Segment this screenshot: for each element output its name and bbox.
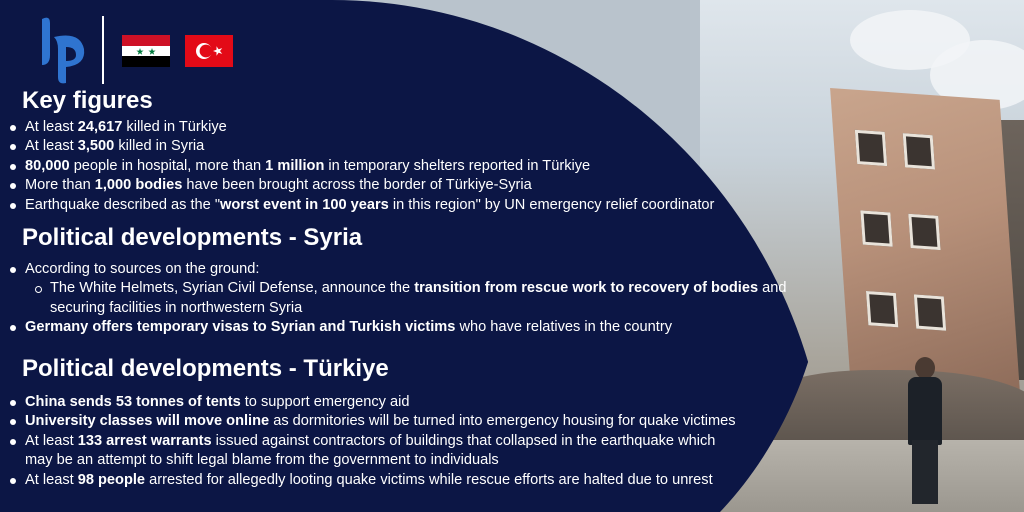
body-text: people in hospital, more than [69, 157, 266, 174]
emphasis-text: Germany offers temporary visas to Syrian and Turkish victims [25, 319, 456, 336]
key-figures-title: Key figures [22, 87, 153, 114]
body-text: issued against contractors of buildings that collapsed in the earthquake which [211, 432, 716, 449]
body-text: in this region" by UN emergency relief coordinator [388, 196, 715, 213]
body-text: securing facilities in northwestern Syria [50, 299, 303, 316]
body-text: in temporary shelters reported in Türkiye [324, 157, 591, 174]
person-legs [912, 440, 938, 504]
emphasis-text: transition from rescue work to recovery of bodies [414, 280, 759, 297]
body-text: At least [25, 138, 78, 155]
body-text: Earthquake described as the " [25, 196, 221, 213]
key-figure-item [8, 176, 714, 195]
body-text: to support emergency aid [240, 394, 410, 410]
turkiye-developments-list [8, 393, 736, 490]
list-item [8, 432, 736, 451]
lp-logo-icon [36, 15, 92, 85]
body-text: The White Helmets, Syrian Civil Defense, announce the [50, 280, 415, 297]
person-head [915, 357, 935, 379]
body-text: arrested for allegedly looting quake victims while rescue efforts are halted due to unrest [145, 471, 713, 488]
body-text: may be an attempt to shift legal blame from the government to individuals [25, 452, 499, 469]
body-text: At least [25, 471, 78, 488]
body-text: At least [25, 119, 78, 135]
syria-developments-list [8, 260, 786, 338]
emphasis-text: 3,500 [77, 138, 115, 155]
emphasis-text: 24,617 [77, 119, 123, 135]
body-text: More than [25, 177, 95, 194]
body-text: as dormitories will be turned into emergency housing for quake victimes [269, 413, 736, 430]
syria-section-title: Political developments - Syria [22, 224, 363, 251]
body-text: At least [25, 432, 78, 449]
sub-list-item [8, 279, 786, 298]
body-text: killed in Syria [114, 138, 205, 155]
list-item [8, 412, 736, 431]
list-item-continuation [8, 451, 736, 470]
key-figure-item [8, 118, 714, 137]
body-text: killed in Türkiye [122, 119, 227, 135]
header-divider [102, 16, 104, 84]
emphasis-text: 98 people [77, 471, 146, 488]
emphasis-text: 1,000 bodies [94, 177, 183, 194]
emphasis-text: 1 million [265, 157, 325, 174]
key-figure-item [8, 196, 714, 215]
key-figure-item [8, 137, 714, 156]
list-item-continuation [8, 299, 786, 318]
emphasis-text: University classes will move online [25, 413, 270, 430]
emphasis-text: China sends 53 tonnes of tents [25, 394, 241, 410]
emphasis-text: worst event in 100 years [220, 196, 389, 213]
key-figures-list [8, 118, 714, 215]
list-item [8, 318, 786, 337]
syria-flag-icon [122, 35, 170, 67]
body-text: According to sources on the ground: [25, 261, 260, 277]
emphasis-text: 133 arrest warrants [77, 432, 212, 449]
list-item [8, 393, 736, 412]
body-text: have been brought across the border of Türkiye-Syria [182, 177, 532, 194]
list-item [8, 471, 736, 490]
list-item [8, 260, 786, 279]
key-figure-item [8, 157, 714, 176]
turkiye-section-title: Political developments - Türkiye [22, 355, 389, 382]
turkey-flag-icon [185, 35, 233, 67]
body-text: and [758, 280, 787, 297]
emphasis-text: 80,000 [25, 157, 70, 174]
person-body [908, 377, 942, 445]
body-text: who have relatives in the country [455, 319, 672, 336]
collapsed-building [830, 88, 1020, 392]
